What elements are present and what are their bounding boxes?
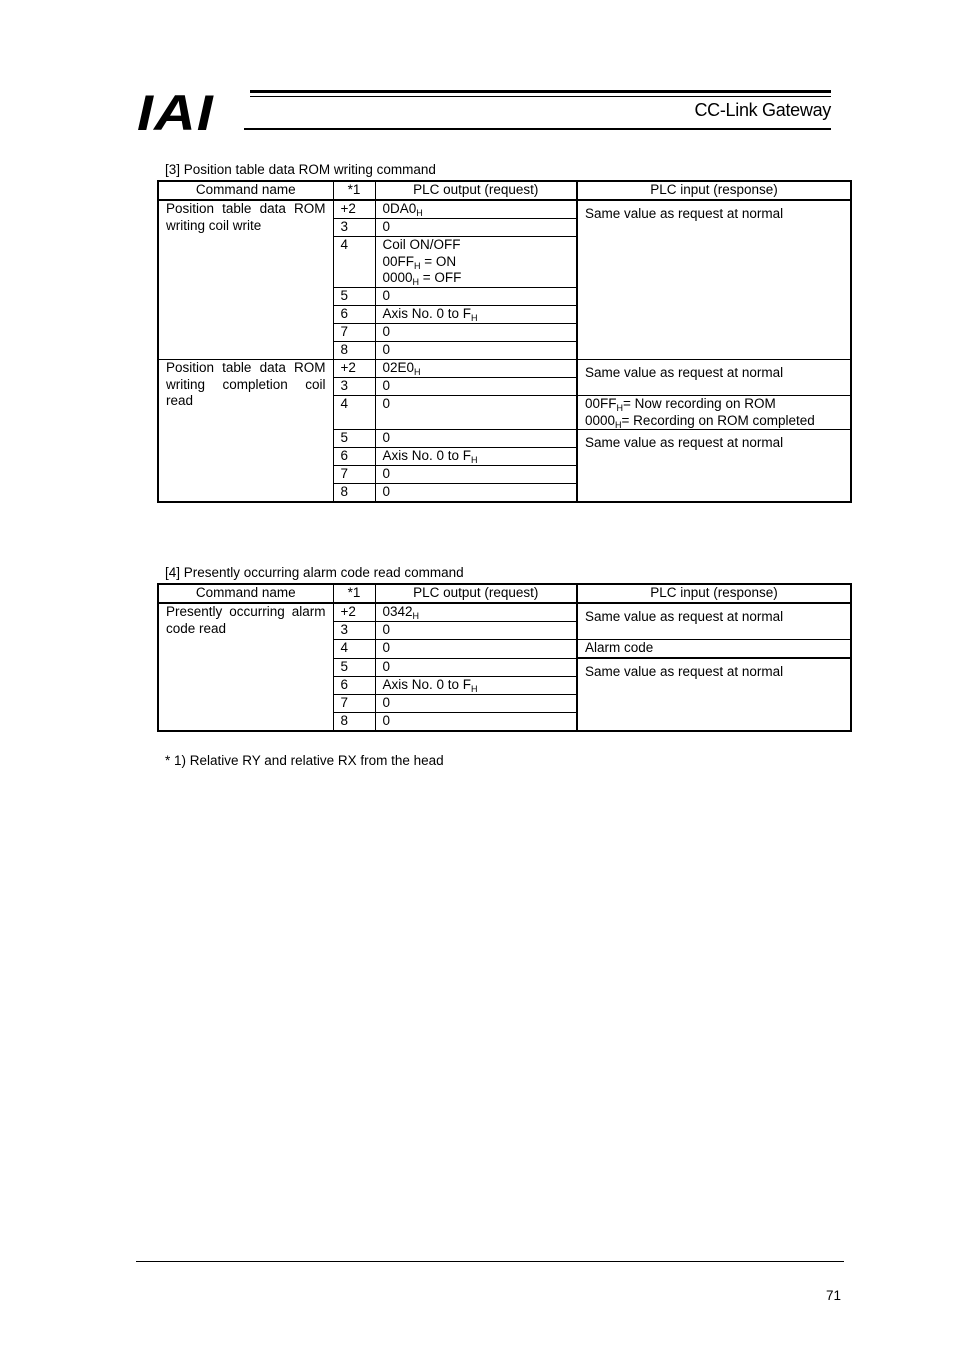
output-cell: Axis No. 0 to $F_H$ [375,306,577,324]
col-plc-input: PLC input (response) [577,181,851,200]
ref-cell: 7 [333,466,375,484]
output-cell: 0 [375,378,577,396]
ref-cell: +2 [333,603,375,622]
table4-header-row [158,584,851,603]
header-rule-thick [250,90,831,93]
ref-cell: 4 [333,237,375,288]
output-cell: 0 [375,430,577,448]
ref-cell: 5 [333,430,375,448]
ref-cell: 5 [333,288,375,306]
table4-caption: [4] Presently occurring alarm code read command [165,565,464,580]
response-cell: Same value as request at normal [577,603,851,640]
col-plc-input: PLC input (response) [577,584,851,603]
col-command-name: Command name [158,181,333,200]
ref-cell: 8 [333,484,375,503]
output-cell: 0 [375,712,577,731]
ref-cell: 5 [333,658,375,676]
header-title: CC-Link Gateway [694,100,831,120]
output-cell: 0 [375,466,577,484]
output-cell: $0DA0_H$ [375,200,577,219]
command-name-cell: Presently occurring alarm code read [158,603,333,731]
response-cell: $00FF_H=$ Now recording on ROM $0000_H=$ Recording on ROM completed [577,396,851,430]
output-cell: 0 [375,640,577,659]
output-cell: 0 [375,484,577,503]
output-cell: Coil ON/OFF $00FF_H$ = ON $0000_H$ = OFF [375,237,577,288]
iai-logo: IAI [137,85,214,141]
ref-cell: 7 [333,694,375,712]
ref-cell: 3 [333,378,375,396]
output-cell: 0 [375,396,577,430]
ref-cell: 8 [333,712,375,731]
ref-cell: +2 [333,360,375,378]
response-cell: Alarm code [577,640,851,659]
ref-cell: 4 [333,396,375,430]
ref-cell: 4 [333,640,375,659]
header-rule-thin [250,96,831,97]
response-cell: Same value as request at normal [577,360,851,396]
ref-cell: 6 [333,306,375,324]
col-plc-output: PLC output (request) [375,181,577,200]
table-row [158,360,851,378]
ref-cell: 7 [333,324,375,342]
output-cell: $02E0_H$ [375,360,577,378]
command-name-cell: Position table data ROM writing coil write [158,200,333,360]
footnote: * 1) Relative RY and relative RX from the head [165,753,444,768]
response-cell: Same value as request at normal [577,430,851,503]
output-cell: 0 [375,342,577,360]
ref-cell: 8 [333,342,375,360]
table3-caption: [3] Position table data ROM writing command [165,162,436,177]
ref-cell: 6 [333,448,375,466]
table3-header-row [158,181,851,200]
col-plc-output: PLC output (request) [375,584,577,603]
output-cell: 0 [375,288,577,306]
ref-cell: 3 [333,622,375,640]
output-cell: $0342_H$ [375,603,577,622]
response-cell: Same value as request at normal [577,200,851,360]
col-ref: *1 [333,181,375,200]
output-cell: 0 [375,622,577,640]
ref-cell: 6 [333,676,375,694]
output-cell: Axis No. 0 to $F_H$ [375,676,577,694]
table4 [157,583,852,732]
ref-cell: 3 [333,219,375,237]
footer-rule [136,1261,844,1262]
table-row [158,603,851,622]
col-ref: *1 [333,584,375,603]
response-cell: Same value as request at normal [577,658,851,731]
header-rule-bottom [244,128,831,130]
output-cell: Axis No. 0 to $F_H$ [375,448,577,466]
col-command-name: Command name [158,584,333,603]
output-cell: 0 [375,219,577,237]
ref-cell: +2 [333,200,375,219]
output-cell: 0 [375,324,577,342]
output-cell: 0 [375,658,577,676]
page-number: 71 [825,1288,841,1303]
table3 [157,180,852,503]
output-cell: 0 [375,694,577,712]
command-name-cell: Position table data ROM writing completion coil read [158,360,333,503]
table-row [158,200,851,219]
